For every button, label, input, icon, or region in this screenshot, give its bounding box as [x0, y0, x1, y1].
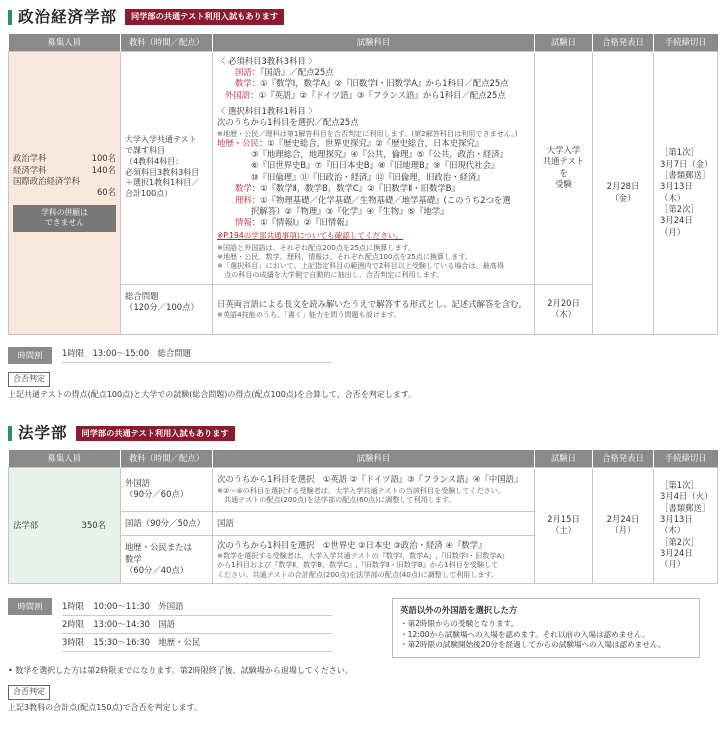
timetable-row: 2時限 13:00～14:30 国語	[62, 616, 332, 634]
kamoku-line: 択解答）②『物理』③『化学』④『生物』⑤『地学』	[251, 205, 449, 216]
kamoku-line: ⑥『旧世界史B』⑦『旧日本史B』⑧『旧地理B』⑨『旧現代社会』	[251, 160, 500, 171]
timetable-row: 1時限 10:00～11:30 外国語	[62, 598, 332, 616]
kamoku-line: 次のうちから1科目を選択／配点25点	[217, 117, 359, 128]
foreign-item: ・第2時限の試験開始後20分を経過してからの試験場への入場は認めません。	[400, 640, 666, 650]
hantei-text: 上記共通テストの得点(配点100点)と大学での試験(総合問題)の得点(配点100点)を合算して、合否を判定します。	[8, 389, 417, 399]
kamoku-cell: 国語	[213, 511, 535, 535]
foreign-item: ・第2時限からの受験となります。	[400, 619, 519, 629]
exam-table-hogaku	[8, 450, 718, 584]
header-exam-date: 試験日	[535, 450, 593, 467]
kamoku-note: ※数学を選択する受験者は、大学入学共通テストの『数学Ⅰ，数学A』,『旧数学Ⅰ・旧数学A』 から1科目および『数学Ⅱ，数学B，数学C』,『旧数学Ⅱ・旧数学B』から1科目を受験して ください。共通テストの合計配点(200点)を法学部の配点(40点)に調整して利用します。	[217, 551, 509, 579]
kamoku-line: 国語：『国語』／配点25点	[235, 66, 334, 77]
header-deadline: 手続締切日	[654, 450, 718, 467]
section-title: 政治経済学部	[18, 7, 118, 26]
timetable-row: 3時限 15:30～16:30 地歴・公民	[62, 634, 332, 652]
announce-cell: 2月24日（月）	[593, 467, 654, 583]
recruit-cell	[9, 467, 121, 583]
kamoku-line: 〈 必須科目3教科3科目 〉	[217, 55, 317, 66]
recruit-line: 経済学科 140名	[13, 164, 116, 175]
section-badge: 同学部の共通テスト利用入試もあります	[76, 426, 235, 441]
header-recruit: 募集人員	[9, 450, 121, 467]
hantei-label: 合否判定	[8, 372, 50, 387]
header-recruit: 募集人員	[9, 34, 121, 51]
kamoku2-text: 日英両言語による長文を読み解いたうえで解答する形式とし、記述式解答を含む。	[217, 298, 527, 309]
kamoku-cell	[213, 51, 535, 284]
kamoku-line: ③『地理総合，地理探究』④『公共，倫理』⑤『公共，政治・経済』	[251, 149, 509, 160]
kamoku-line: ⑩『旧倫理』⑪『旧政治・経済』⑫『旧倫理，旧政治・経済』	[251, 171, 485, 182]
kamoku-list	[217, 56, 530, 229]
header-kyoka: 教科（時間／配点）	[121, 450, 213, 467]
recruit-cell	[9, 51, 121, 334]
kamoku-line: 数学：①『数学Ⅱ，数学B，数学C』②『旧数学Ⅱ・旧数学B』	[235, 183, 460, 194]
section-header-seikei	[8, 6, 717, 28]
foreign-title: 英語以外の外国語を選択した方	[400, 604, 518, 615]
exam-date-cell-2: 2月20日（木）	[535, 284, 593, 334]
timetable-hogaku	[8, 598, 717, 658]
section-bar	[8, 426, 12, 441]
kamoku-notes	[217, 243, 530, 280]
header-announce: 合格発表日	[593, 450, 654, 467]
header-announce: 合格発表日	[593, 34, 654, 51]
kamoku-note-line: 点の科目の成績を大学側で自動的に抽出し、合否判定に利用します。	[217, 270, 444, 280]
kamoku-line: 〈 選択科目1教科1科目 〉	[217, 105, 317, 116]
kamoku-cell-2	[213, 284, 535, 334]
kamoku-line: 外国語：①『英語』②『ドイツ語』③『フランス語』から1科目／配点25点	[225, 89, 506, 100]
section-bar	[8, 10, 12, 25]
section-header-hogaku	[8, 422, 717, 444]
timetable-text: 1時限 13:00～15:00 総合問題	[62, 348, 332, 363]
math-note: • 数学を選択した方は第2時限までになります。第2時限終了後、試験場から退場してください。	[8, 666, 353, 676]
recruit-num: 60名	[96, 187, 116, 198]
hantei-label: 合否判定	[8, 685, 50, 700]
header-exam-date: 試験日	[535, 34, 593, 51]
kyoka-cell: 地歴・公民または 数学 （60分／40点）	[121, 535, 213, 583]
kyoka-cell: 大学入学共通テスト で課す科目 （4教科4科目： 必須科目3教科3科目 ＋選択1教科1科目／ 合計100点）	[121, 51, 213, 284]
section-badge: 同学部の共通テスト利用入試もあります	[125, 9, 284, 24]
timetable-label: 時間割	[8, 347, 52, 364]
kamoku-text: 次のうちから1科目を選択 ①世界史 ②日本史 ③政治・経済 ④『数学』	[217, 539, 487, 550]
exam-date-cell: 大学入学 共通テストを 受験	[535, 51, 593, 284]
timetable-rows	[62, 598, 332, 658]
kamoku-note: ※②～④の科目を選択する受験者は、大学入学共通テストの当該科目を受験してください。 共通テストの配点(200点)を法学部の配点(60点)に調整して利用します。	[217, 485, 505, 504]
kamoku-cell	[213, 467, 535, 511]
kamoku-line: ※地歴・公民／理科は第1解答科目を合否判定に利用します。(第2解答科目は利用できません。)	[217, 128, 518, 138]
kamoku-note-line: ※国語と外国語は、それぞれ配点200点を25点に換算します。	[217, 242, 416, 252]
kamoku-text: 次のうちから1科目を選択 ①英語 ②『ドイツ語』③『フランス語』④『中国語』	[217, 474, 523, 485]
kamoku-line: 理科：①『物理基礎／化学基礎／生物基礎／地学基礎』(このうち2つを選	[235, 194, 511, 205]
foreign-language-note-box	[392, 598, 700, 658]
recruit-line: 政治学科 100名	[13, 153, 116, 164]
recruit-note: 学科の併願は できません	[13, 205, 116, 232]
recruit-line: 国際政治経済学科	[13, 176, 80, 187]
recruit-line: 法学部 350名	[13, 519, 106, 530]
kamoku-note-line: ※「選択科目」において、上記指定科目の範囲内で2科目以上受験している場合は、最高得	[217, 261, 504, 271]
deadline-cell: ［第1次］ 3月4日（火） ［書類郵送］ 3月13日（木） ［第2次］ 3月24日（月）	[654, 467, 718, 583]
kamoku-line: 情報：①『情報Ⅰ』②『旧情報』	[235, 217, 353, 228]
header-deadline: 手続締切日	[654, 34, 718, 51]
kyoka-cell: 国語（90分／50点）	[121, 511, 213, 535]
kyoka-cell-2: 総合問題 （120分／100点）	[121, 284, 213, 334]
kamoku-cell	[213, 535, 535, 583]
exam-date-cell: 2月15日（土）	[535, 467, 593, 583]
timetable-seikei	[8, 347, 717, 364]
foreign-item: ・12:00から試験場への入場を認めます。それ以前の入場は認めません。	[400, 629, 650, 639]
kamoku-line: 数学：①『数学Ⅰ，数学A』②『旧数学Ⅰ・旧数学A』から1科目／配点25点	[235, 78, 509, 89]
header-kamoku: 試験科目	[213, 34, 535, 51]
deadline-cell: ［第1次］ 3月7日（金） ［書類郵送］ 3月13日（木） ［第2次］ 3月24日（月）	[654, 51, 718, 334]
kamoku-line: 地歴・公民：①『歴史総合，世界史探究』②『歴史総合，日本史探究』	[217, 137, 484, 148]
kamoku2-note: ※英語4技能のうち、「書く」能力を問う問題も設けます。	[217, 310, 401, 320]
hantei-text: 上記3教科の合計点(配点150点)で合否を判定します。	[8, 702, 202, 712]
header-kyoka: 教科（時間／配点）	[121, 34, 213, 51]
kyoka-cell: 外国語 （90分／60点）	[121, 467, 213, 511]
section-title: 法学部	[18, 423, 68, 442]
header-kamoku: 試験科目	[213, 450, 535, 467]
kamoku-red-note: ※P.194の学部共通事項についても確認してください。	[217, 230, 403, 240]
exam-table-seikei	[8, 34, 718, 335]
timetable-label: 時間割	[8, 598, 52, 615]
kamoku-note-line: ※地歴・公民、数学、理科、情報は、それぞれ配点100点を25点に換算します。	[217, 252, 472, 261]
announce-cell: 2月28日（金）	[593, 51, 654, 334]
